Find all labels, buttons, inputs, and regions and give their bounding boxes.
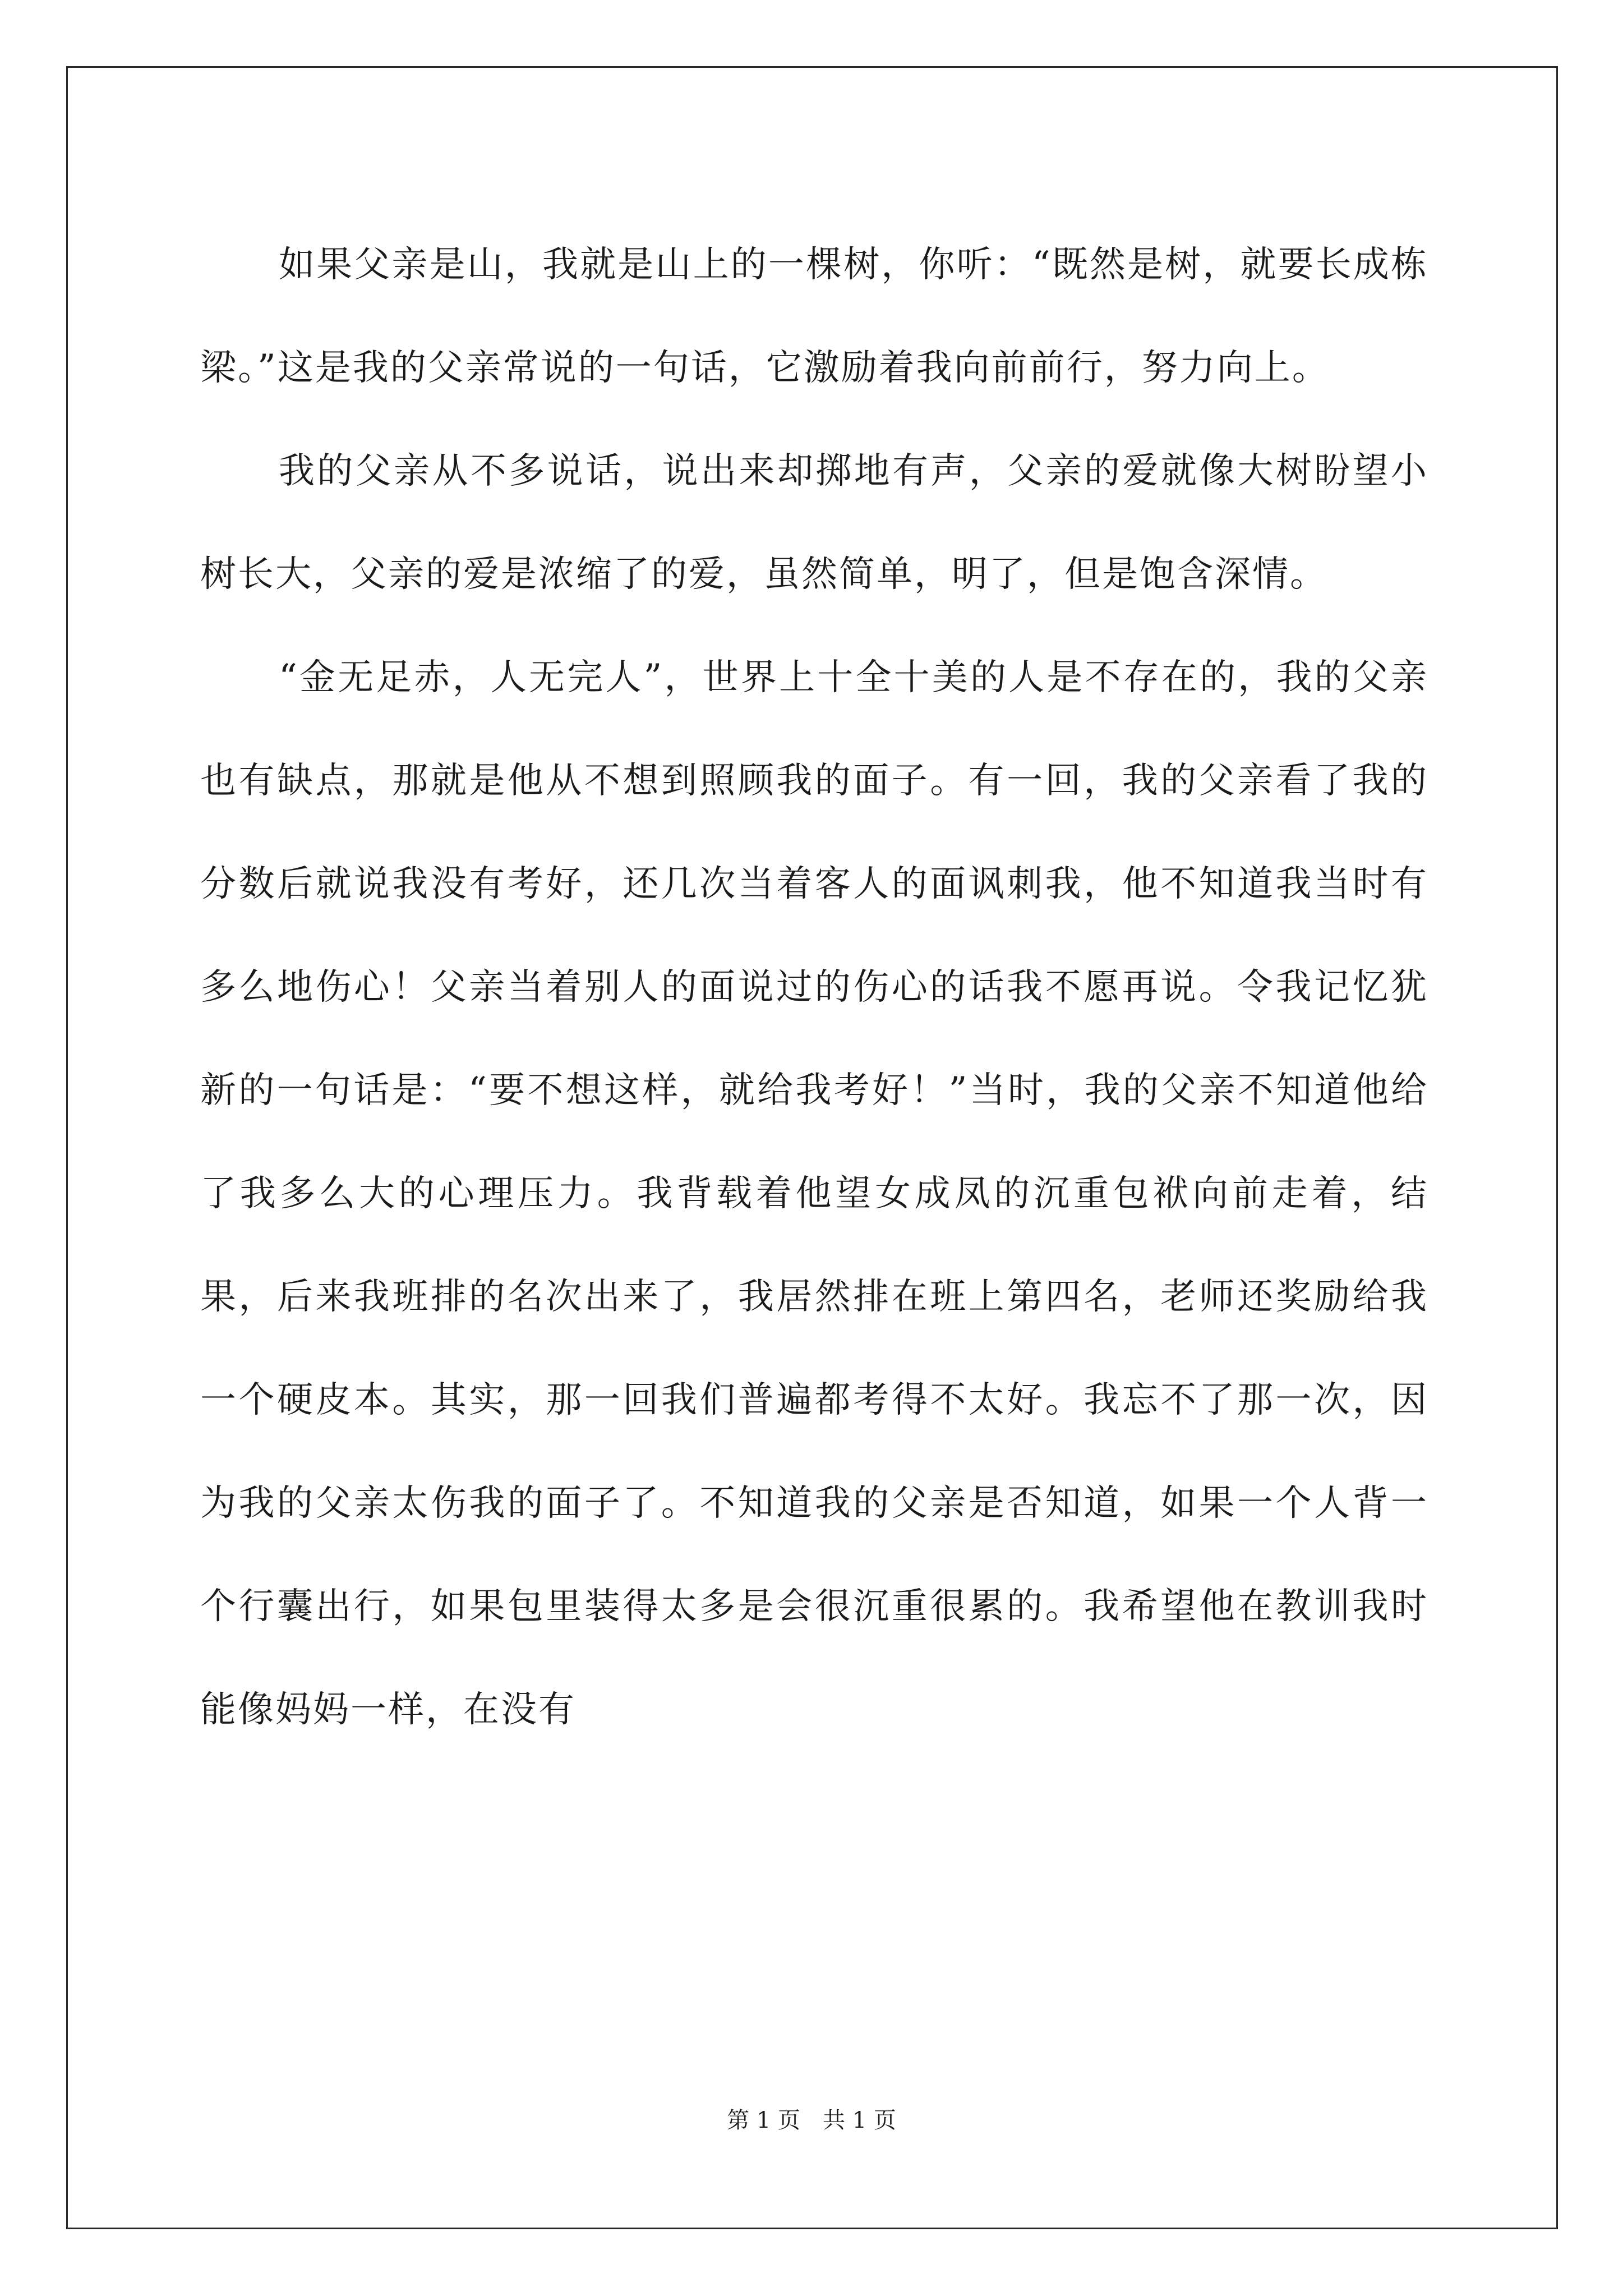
document-body [200,213,1428,1761]
paragraph: 如果父亲是山，我就是山上的一棵树，你听：“既然是树，就要长成栋梁。”这是我的父亲常说的一句话，它激励着我向前前行，努力向上。 [200,244,1428,389]
page-number-footer: 第 1 页 共 1 页 [727,2108,896,2133]
paragraph: “金无足赤，人无完人”，世界上十全十美的人是不存在的，我的父亲也有缺点，那就是他从不想到照顾我的面子。有一回，我的父亲看了我的分数后就说我没有考好，还几次当着客人的面讽刺我，他不知道我当时有多么地伤心！父亲当着别人的面说过的伤心的话我不愿再说。令我记忆犹新的一句话是：“要不想这样，就给我考好！”当时，我的父亲不知道他给了我多么大的心理压力。我背载着他望女成凤的沉重包袱向前走着，结果，后来我班排的名次出来了，我居然排在班上第四名，老师还奖励给我一个硬皮本。其实，那一回我们普遍都考得不太好。我忘不了那一次，因为我的父亲太伤我的面子了。不知道我的父亲是否知道，如果一个人背一个行囊出行，如果包里装得太多是会很沉重很累的。我希望他在教训我时能像妈妈一样，在没有 [200,657,1428,1731]
paragraph: 我的父亲从不多说话，说出来却掷地有声，父亲的爱就像大树盼望小树长大，父亲的爱是浓缩了的爱，虽然简单，明了，但是饱含深情。 [200,450,1428,595]
